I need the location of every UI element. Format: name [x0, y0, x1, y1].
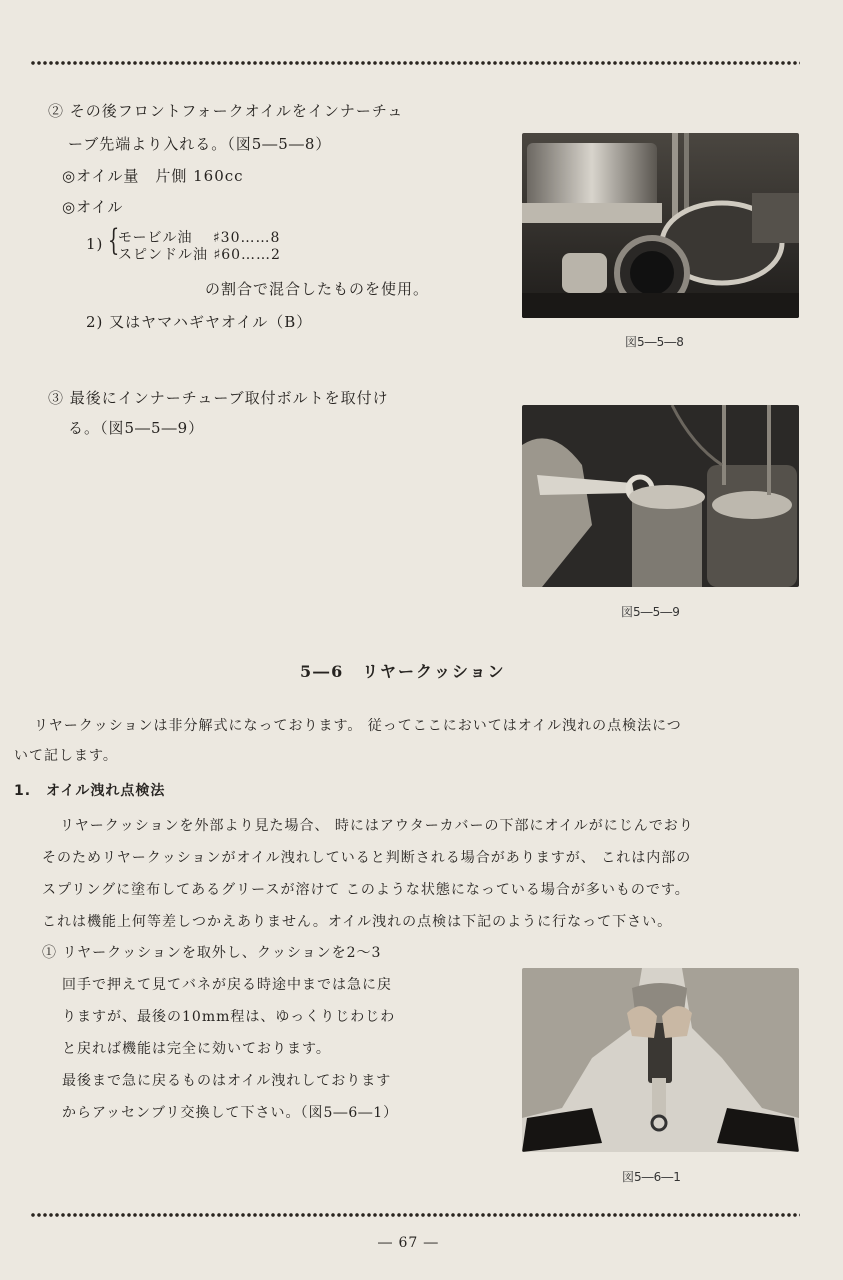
para-line4: これは機能上何等差しつかえありません。オイル洩れの点検は下記のように行なって下さい。	[42, 914, 673, 930]
mix-item-spindle: スピンドル油 ♯60……2	[118, 247, 281, 263]
page-number: ― 67 ―	[378, 1235, 439, 1251]
intro-line1: リヤークッションは非分解式になっております。 従ってここにおいてはオイル洩れの点検法につ	[34, 718, 682, 734]
photo-rear-cushion-test	[522, 968, 799, 1152]
step1-line3: りますが、最後の10mm程は、ゆっくりじわじわ	[62, 1009, 396, 1025]
step1-line4: と戻れば機能は完全に効いております。	[62, 1041, 331, 1057]
subheading-oil-leak-check: 1. オイル洩れ点検法	[14, 783, 166, 799]
step1-line2: 回手で押えて見てバネが戻る時途中までは急に戻	[62, 977, 392, 993]
para-line3: スプリングに塗布してあるグリースが溶けて このような状態になっている場合が多いものです。	[42, 882, 690, 898]
top-border	[30, 58, 800, 68]
alt-oil: 2) 又はヤマハギヤオイル（B）	[86, 313, 313, 331]
step2-line2: ーブ先端より入れる。（図5―5―8）	[68, 135, 332, 153]
step1-line5: 最後まで急に戻るものはオイル洩れしております	[62, 1073, 392, 1089]
step1-line1: ① リヤークッションを取外し、クッションを2〜3	[42, 945, 382, 961]
photo-inner-tube-bolt	[522, 405, 799, 587]
figure-caption-5-5-8: 図5―5―8	[625, 335, 684, 349]
step3-line2: る。（図5―5―9）	[68, 419, 205, 437]
para-line2: そのためリヤークッションがオイル洩れしていると判断される場合がありますが、 これは内部の	[42, 850, 692, 866]
oil-amount: ◎オイル量 片側 160cc	[62, 167, 244, 185]
mix-item-mobil: モービル油 ♯30……8	[118, 230, 281, 246]
mix-number: 1)	[86, 235, 104, 253]
mix-brace: {	[107, 223, 120, 258]
figure-caption-5-5-9: 図5―5―9	[621, 605, 680, 619]
step1-line6: からアッセンブリ交換して下さい。（図5―6―1）	[62, 1105, 399, 1121]
oil-heading: ◎オイル	[62, 198, 124, 216]
intro-line2: いて記します。	[14, 748, 118, 764]
figure-caption-5-6-1: 図5―6―1	[622, 1170, 681, 1184]
section-title: 5―6 リヤークッション	[300, 662, 506, 681]
photo-fork-oil-filling	[522, 133, 799, 318]
step2-line1: ② その後フロントフォークオイルをインナーチュ	[48, 102, 404, 120]
step3-line1: ③ 最後にインナーチューブ取付ボルトを取付け	[48, 389, 389, 407]
mix-note: の割合で混合したものを使用。	[205, 280, 430, 298]
bottom-border	[30, 1210, 800, 1220]
para-line1: リヤークッションを外部より見た場合、 時にはアウターカバーの下部にオイルがにじんでおり	[60, 818, 694, 834]
